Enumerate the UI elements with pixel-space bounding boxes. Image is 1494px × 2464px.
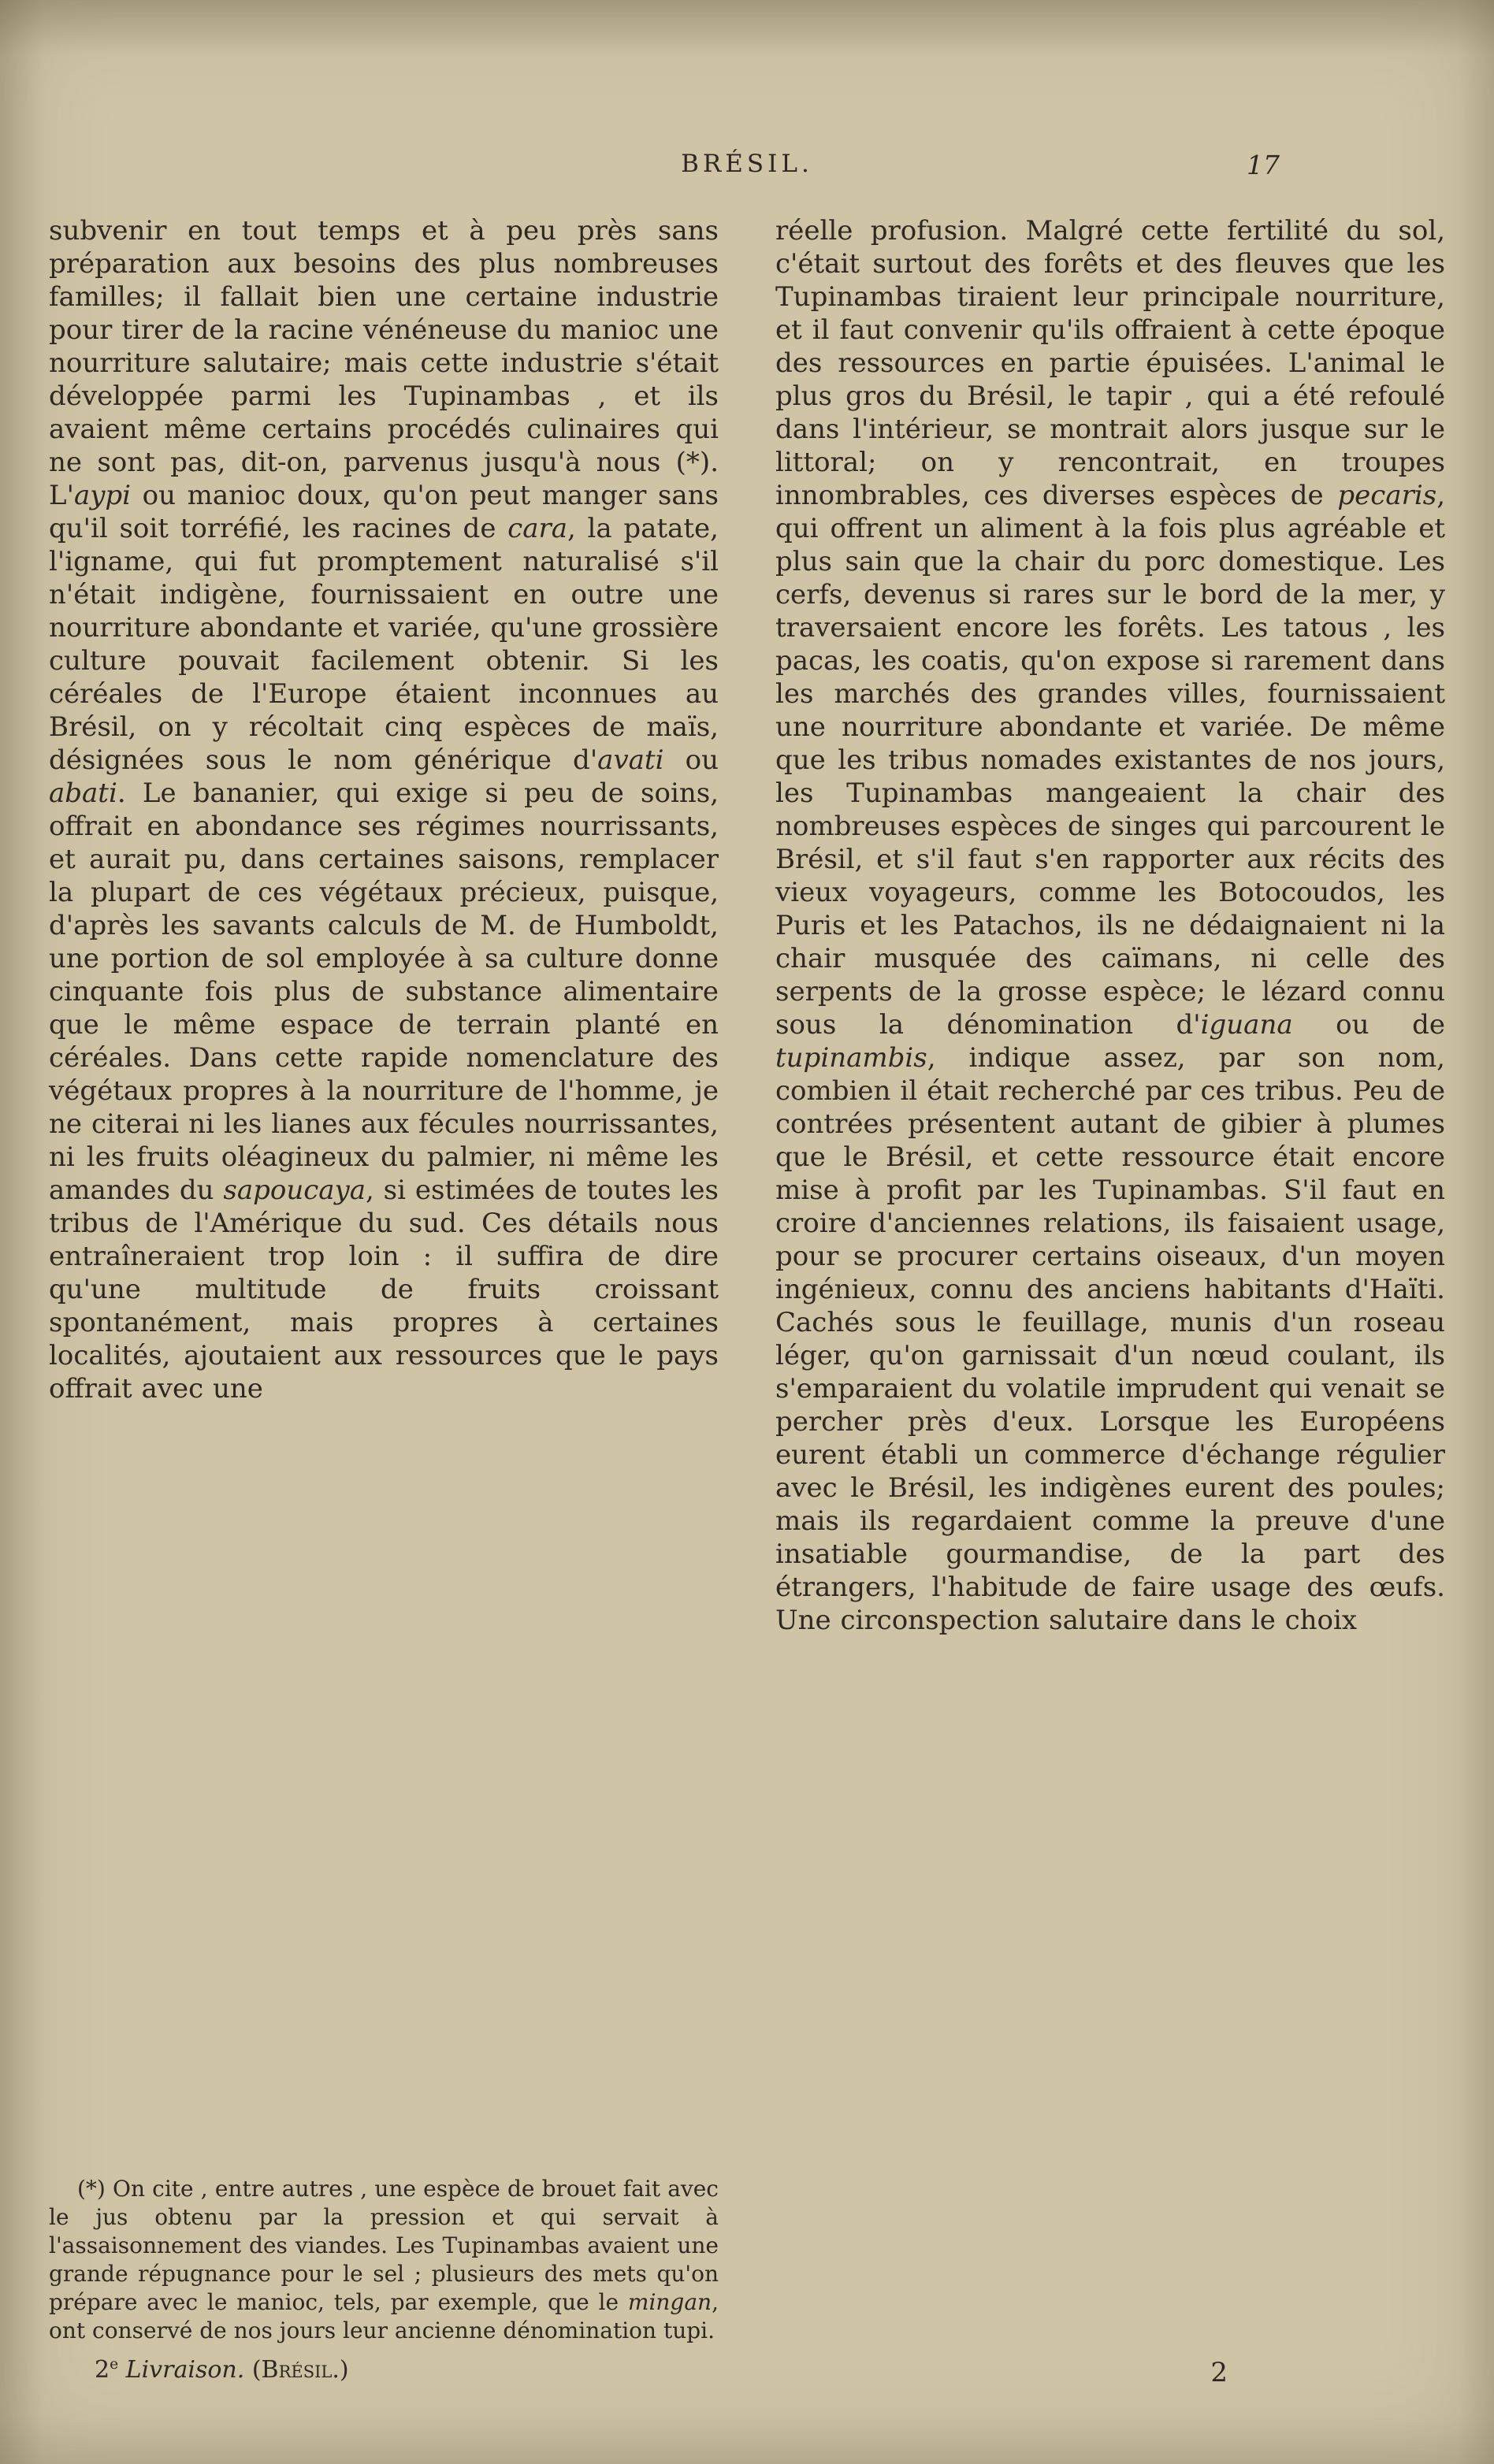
- body-text-left: subvenir en tout temps et à peu près sans préparation aux besoins des plus nombreuses familles; il fallait bien une certaine industrie pour tirer de la racine vénéneuse du manioc une nourriture salutaire; mais cette industrie s'était développée parmi les Tupinambas , et ils avaient même certains procédés culinaires qui ne sont pas, dit-on, parvenus jusqu'à nous (*). L'aypi ou manioc doux, qu'on peut manger sans qu'il soit torréfié, les racines de cara, la patate, l'igname, qui fut promptement naturalisé s'il n'était indigène, fournissaient en outre une nourriture abondante et variée, qu'une grossière culture pouvait facilement obtenir. Si les céréales de l'Europe étaient inconnues au Brésil, on y récoltait cinq espèces de maïs, désignées sous le nom générique d'avati ou abati. Le bananier, qui exige si peu de soins, offrait en abondance ses régimes nourrissants, et aurait pu, dans certaines saisons, remplacer la plupart de ces végétaux précieux, puisque, d'après les savants calculs de M. de Humboldt, une portion de sol employée à sa culture donne cinquante fois plus de substance alimentaire que le même espace de terrain planté en céréales. Dans cette rapide nomenclature des végétaux propres à la nourriture de l'homme, je ne citerai ni les lianes aux fécules nourrissantes, ni les fruits oléagineux du palmier, ni même les amandes du sapoucaya, si estimées de toutes les tribus de l'Amérique du sud. Ces détails nous entraîneraient trop loin : il suffira de dire qu'une multitude de fruits croissant spontanément, mais propres à certaines localités, ajoutaient aux ressources que le pays offrait avec une: [49, 215, 719, 1405]
- page-number-bottom: 2: [1210, 2357, 1228, 2388]
- running-title: BRÉSIL.: [681, 150, 813, 178]
- page-header: [49, 150, 1445, 187]
- page-number-top: 17: [1247, 150, 1280, 180]
- text-column-left: [49, 214, 719, 2420]
- signature-line: 2e Livraison. (Brésil.): [95, 2356, 349, 2384]
- footnote: (*) On cite , entre autres , une espèce de brouet fait avec le jus obtenu par la pression et qui servait à l'assaisonnement des viandes. Les Tupinambas avaient une grande répugnance pour le sel ; plusieurs des mets qu'on prépare avec le manioc, tels, par exemple, que le mingan, ont conservé de nos jours leur ancienne dénomination tupi.: [49, 2176, 719, 2343]
- body-text-right: réelle profusion. Malgré cette fertilité du sol, c'était surtout des forêts et des fleuves que les Tupinambas tiraient leur principale nourriture, et il faut convenir qu'ils offraient à cette époque des ressources en partie épuisées. L'animal le plus gros du Brésil, le tapir , qui a été refoulé dans l'intérieur, se montrait alors jusque sur le littoral; on y rencontrait, en troupes innombrables, ces diverses espèces de pecaris, qui offrent un aliment à la fois plus agréable et plus sain que la chair du porc domestique. Les cerfs, devenus si rares sur le bord de la mer, y traversaient encore les forêts. Les tatous , les pacas, les coatis, qu'on expose si rarement dans les marchés des grandes villes, fournissaient une nourriture abondante et variée. De même que les tribus nomades existantes de nos jours, les Tupinambas mangeaient la chair des nombreuses espèces de singes qui parcourent le Brésil, et s'il faut s'en rapporter aux récits des vieux voyageurs, comme les Botocoudos, les Puris et les Patachos, ils ne dédaignaient ni la chair musquée des caïmans, ni celle des serpents de la grosse espèce; le lézard connu sous la dénomination d'iguana ou de tupinambis, indique assez, par son nom, combien il était recherché par ces tribus. Peu de contrées présentent autant de gibier à plumes que le Brésil, et cette ressource était encore mise à profit par les Tupinambas. S'il faut en croire d'anciennes relations, ils faisaient usage, pour se procurer certains oiseaux, d'un moyen ingénieux, connu des anciens habitants d'Haïti. Cachés sous le feuillage, munis d'un roseau léger, qu'on garnissait d'un nœud coulant, ils s'emparaient du volatile imprudent qui venait se percher près d'eux. Lorsque les Européens eurent établi un commerce d'échange régulier avec le Brésil, les indigènes eurent des poules; mais ils regardaient comme la preuve d'une insatiable gourmandise, de la part des étrangers, l'habitude de faire usage des œufs. Une circonspection salutaire dans le choix: [775, 215, 1445, 1636]
- text-columns: [49, 214, 1445, 2420]
- text-column-right: [775, 214, 1445, 2420]
